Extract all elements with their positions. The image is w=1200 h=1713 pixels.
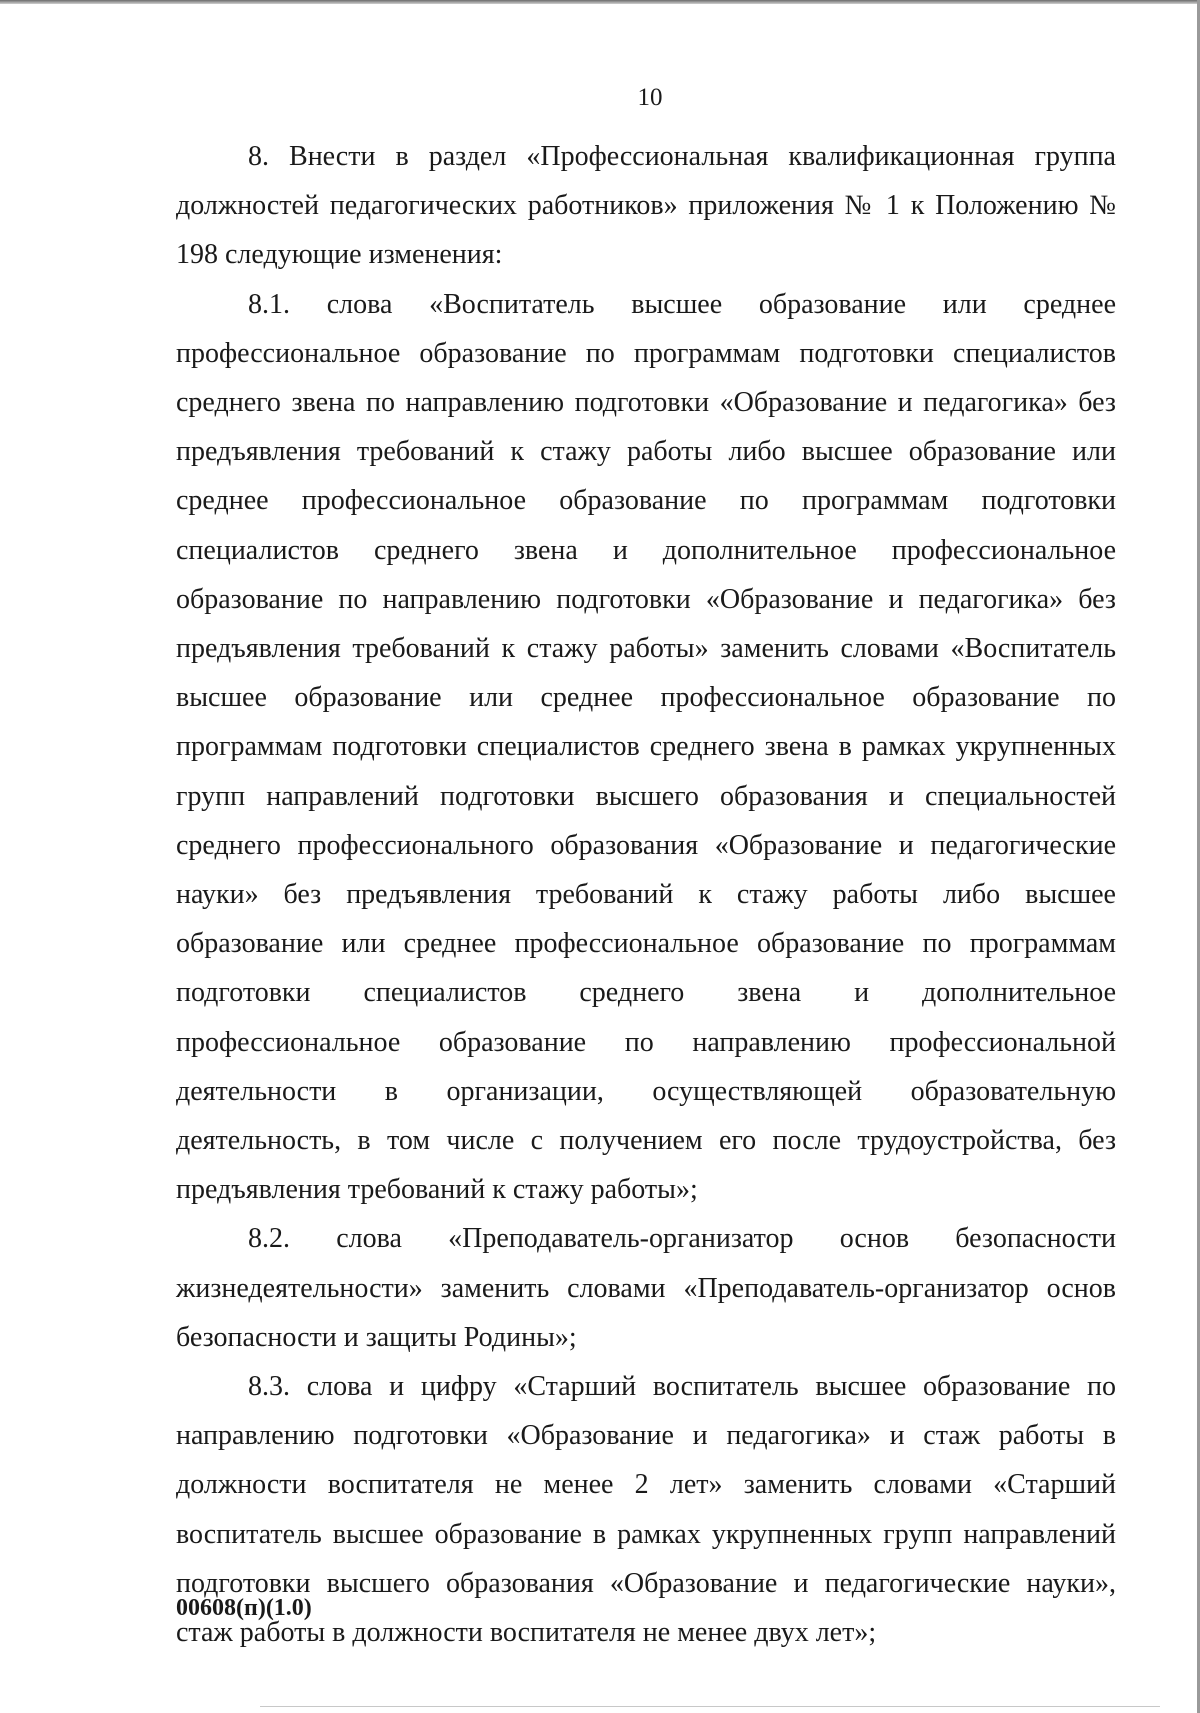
- document-body: [176, 132, 1116, 1657]
- scan-edge-bottom: [260, 1706, 1160, 1707]
- scan-edge-top: [0, 0, 1200, 4]
- paragraph-8: 8. Внести в раздел «Профессиональная квалификационная группа должностей педагогических работников» приложения № 1 к Положению № 198 следующие изменения:: [176, 141, 1116, 271]
- paragraph-8-3: 8.3. слова и цифру «Старший воспитатель высшее образование по направлению подготовки «Образование и педагогика» и стаж работы в должности воспитателя не менее 2 лет» заменить словами «Старший воспитатель высшее образование в рамках укрупненных групп направлений подготовки высшего образования «Образование и педагогические науки», стаж работы в должности воспитателя не менее двух лет»;: [176, 1371, 1116, 1649]
- paragraph-8-1: 8.1. слова «Воспитатель высшее образование или среднее профессиональное образование по программам подготовки специалистов среднего звена по направлению подготовки «Образование и педагогика» без предъявления требований к стажу работы либо высшее образование или среднее профессиональное образование по программам подготовки специалистов среднего звена и дополнительное профессиональное образование по направлению подготовки «Образование и педагогика» без предъявления требований к стажу работы» заменить словами «Воспитатель высшее образование или среднее профессиональное образование по программам подготовки специалистов среднего звена в рамках укрупненных групп направлений подготовки высшего образования и специальностей среднего профессионального образования «Образование и педагогические науки» без предъявления требований к стажу работы либо высшее образование или среднее профессиональное образование по программам подготовки специалистов среднего звена и дополнительное профессиональное образование по направлению профессиональной деятельности в организации, осуществляющей образовательную деятельность, в том числе с получением его после трудоустройства, без предъявления требований к стажу работы»;: [176, 288, 1116, 1206]
- paragraph-8-2: 8.2. слова «Преподаватель-организатор основ безопасности жизнедеятельности» заменить словами «Преподаватель-организатор основ безопасности и защиты Родины»;: [176, 1223, 1116, 1353]
- page-number: 10: [637, 84, 663, 111]
- document-code: 00608(п)(1.0): [176, 1595, 312, 1621]
